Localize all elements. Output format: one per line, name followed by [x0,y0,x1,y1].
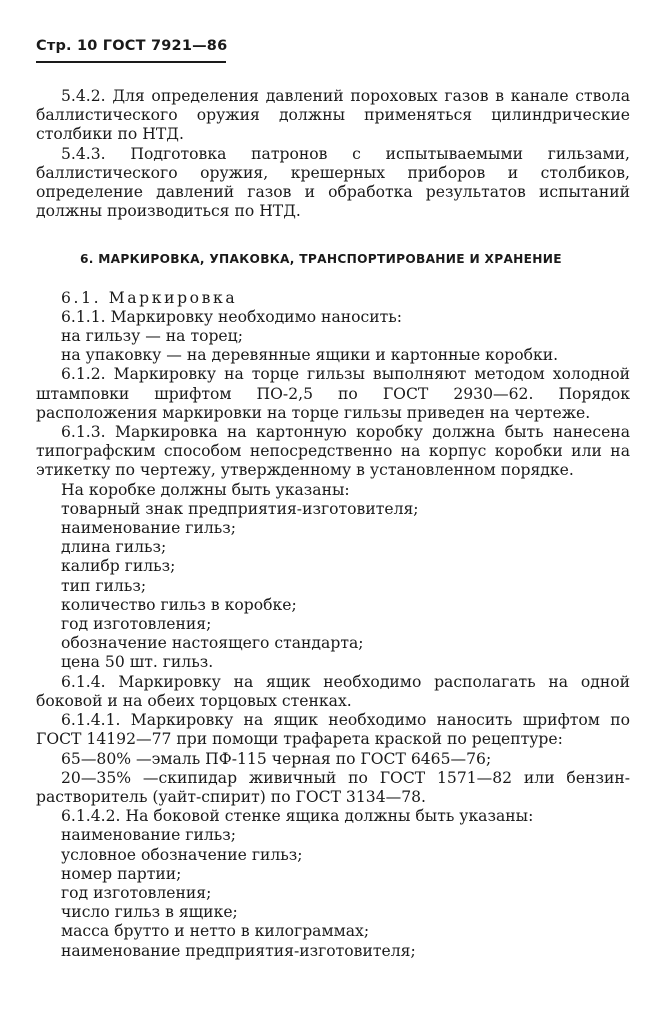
header-rule [36,61,226,63]
list-item: обозначение настоящего стандарта; [61,634,364,653]
paragraph-6-1-2: 6.1.2. Маркировку на торце гильзы выполняют методом холодной штамповки шрифтом ПО-2,5 по ГОСТ 2930—62. Порядок расположения маркировки на торце гильзы приведен на чертеже. [36,365,630,422]
recipe-item: 65—80% —эмаль ПФ-115 черная по ГОСТ 6465—76; [61,749,492,768]
list-item: цена 50 шт. гильз. [61,653,214,672]
paragraph-5-4-3: 5.4.3. Подготовка патронов с испытываемыми гильзами, баллистического оружия, крешерных приборов и столбиков, определение давлений газов и обработка результатов испытаний должны производиться по НТД. [36,144,630,221]
list-item: на упаковку — на деревянные ящики и картонные коробки. [61,346,559,365]
list-item: номер партии; [61,864,182,883]
list-item: товарный знак предприятия-изготовителя; [61,499,419,518]
list-item: тип гильз; [61,576,147,595]
box-list-intro: На коробке должны быть указаны: [61,480,350,499]
list-item: год изготовления; [61,883,212,902]
paragraph-6-1-4-1: 6.1.4.1. Маркировку на ящик необходимо наносить шрифтом по ГОСТ 14192—77 при помощи трафарета краской по рецептуре: [36,711,630,749]
paragraph-6-1-4: 6.1.4. Маркировку на ящик необходимо располагать на одной боковой и на обеих торцовых стенках. [36,672,630,710]
page-body [36,87,630,961]
paragraph-6-1-4-2: 6.1.4.2. На боковой стенке ящика должны быть указаны: [61,807,534,826]
list-item: количество гильз в коробке; [61,595,297,614]
list-item: условное обозначение гильз; [61,845,303,864]
list-item: калибр гильз; [61,557,176,576]
list-item: наименование предприятия-изготовителя; [61,941,416,960]
paragraph-6-1-3: 6.1.3. Маркировка на картонную коробку должна быть нанесена типографским способом непосредственно на корпус коробки или на этикетку по чертежу, утвержденному в установленном порядке. [36,423,630,480]
page-header: Стр. 10 ГОСТ 7921—86 [36,38,228,54]
list-item: наименование гильз; [61,519,236,538]
paragraph-6-1-1: 6.1.1. Маркировку необходимо наносить: [61,307,403,326]
list-item: число гильз в ящике; [61,903,238,922]
paragraph-6-1: 6.1. Маркировка [61,288,238,307]
list-item: длина гильз; [61,538,167,557]
section-6-heading: 6. МАРКИРОВКА, УПАКОВКА, ТРАНСПОРТИРОВАНИЕ И ХРАНЕНИЕ [80,252,562,267]
recipe-item: 20—35% —скипидар живичный по ГОСТ 1571—82 или бензин-растворитель (уайт-спирит) по ГОСТ 3134—78. [36,768,630,806]
list-item: год изготовления; [61,615,212,634]
paragraph-5-4-2: 5.4.2. Для определения давлений пороховых газов в канале ствола баллистического оружия должны применяться цилиндрические столбики по НТД. [36,87,630,144]
list-item: на гильзу — на торец; [61,327,243,346]
list-item: наименование гильз; [61,826,236,845]
list-item: масса брутто и нетто в килограммах; [61,922,370,941]
